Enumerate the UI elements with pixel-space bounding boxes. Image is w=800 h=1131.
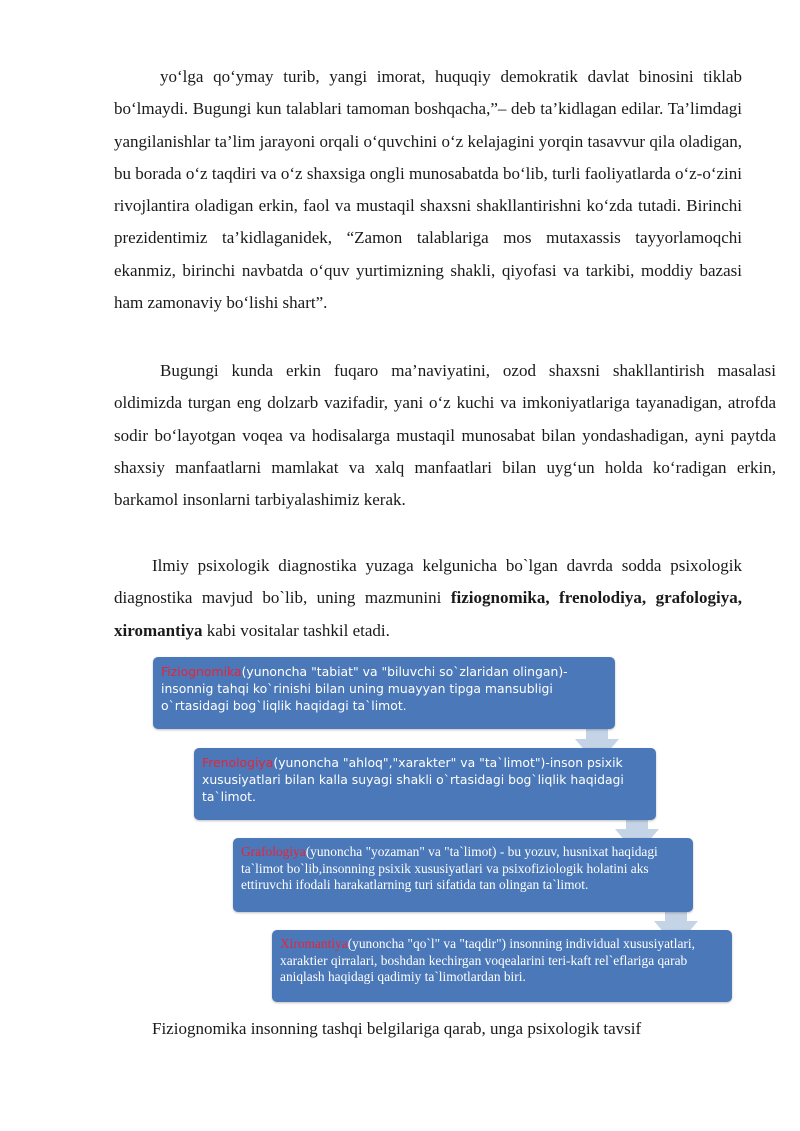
diagram-text: (yunoncha "yozaman" va "ta`limot) - bu yozuv, husnixat haqidagi ta`limot bo`lib,insonning psixik xususiyatlari va psixofiziologik holatini aks ettiruvchi ifodali harakatlarning turi sifatida tan olingan ta`limot. — [241, 844, 658, 892]
paragraph-3 — [114, 550, 742, 647]
diagram-text: (yunoncha "ahloq","xarakter" va "ta`limot")-inson psixik xususiyatlari bilan kalla suyagi shakli o`rtasidagi bog`liqlik haqidagi ta`limot. — [202, 755, 624, 804]
diagram-term: Frenologiya — [202, 755, 274, 770]
paragraph-3-bold-terms: fiziognomika, frenolodiya, grafologiya, xiromantiya — [114, 588, 742, 640]
paragraph-3-text: Ilmiy psixologik diagnostika yuzaga kelgunicha bo`lgan davrda sodda psixologik diagnostika mavjud bo`lib, uning mazmunini — [114, 556, 742, 608]
diagram-box-frenologiya — [194, 748, 656, 820]
paragraph-2: Bugungi kunda erkin fuqaro ma’naviyatini, ozod shaxsni shakllantirish masalasi oldimizda turgan eng dolzarb vazifadir, yani o‘z kuchi va imkoniyatlariga tayanadigan, atrofda sodir bo‘layotgan voqea va hodisalarga mustaqil munosabat bilan yondashadigan, ayni paytda shaxsiy manfaatlarni mamlakat va xalq manfaatlari bilan uyg‘un holda ko‘radigan erkin, barkamol insonlarni tarbiyalashimiz kerak. — [114, 361, 776, 510]
diagram-text: (yunoncha "qo`l" va "taqdir") insonning individual xususiyatlari, xaraktier qirralari, boshdan kechirgan voqealarini teri-kaft rel`eflariga qarab aniqlash haqidagi qadimiy ta`limotlardan biri. — [280, 936, 695, 984]
paragraph-3-text-end: kabi vositalar tashkil etadi. — [202, 620, 390, 640]
diagram-term: Xiromantiya — [280, 936, 348, 951]
diagram-text: (yunoncha "tabiat" va "biluvchi so`zlaridan olingan)-insonnig tahqi ko`rinishi bilan uning muayyan tipga mansubligi o`rtasidagi bog`liqlik haqidagi ta`limot. — [161, 664, 568, 713]
diagram-box-grafologiya — [233, 838, 693, 912]
diagram-term: Grafologiya — [241, 844, 306, 859]
paragraph-4: Fiziognomika insonning tashqi belgilariga qarab, unga psixologik tavsif — [152, 1019, 642, 1038]
diagram-term: Fiziognomika — [161, 664, 242, 679]
diagram-box-xiromantiya — [272, 930, 732, 1002]
paragraph-1: yo‘lga qo‘ymay turib, yangi imorat, huquqiy demokratik davlat binosini tiklab bo‘lmaydi. Bugungi kun talablari tamoman boshqacha,”– deb ta’kidlagan edilar. Ta’limdagi yangilanishlar ta’lim jarayoni orqali o‘quvchini o‘z kelajagini yorqin tasavvur qila oladigan, bu borada o‘z taqdiri va o‘z shaxsiga ongli munosabatda bo‘lib, turli faoliyatlarda o‘z-o‘zini rivojlantira oladigan erkin, faol va mustaqil shaxsni shakllantirishni ko‘zda tutadi. Birinchi prezidentimiz ta’kidlaganidek, “Zamon talablariga mos mutaxassis tayyorlamoqchi ekanmiz, birinchi navbatda o‘quv yurtimizning shakli, qiyofasi va tarkibi, moddiy bazasi ham zamonaviy bo‘lishi shart”. — [114, 67, 742, 313]
diagram-box-fiziognomika — [153, 657, 615, 729]
